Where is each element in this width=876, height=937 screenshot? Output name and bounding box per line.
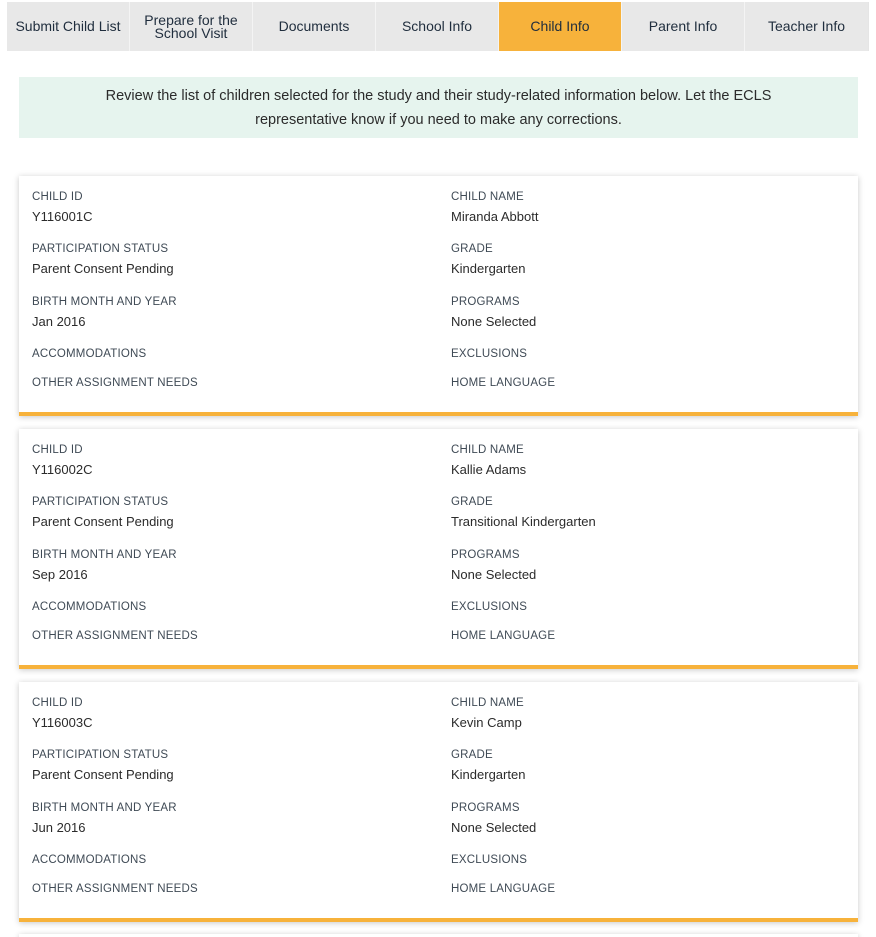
- child-name-value: Kallie Adams: [451, 462, 527, 477]
- programs-field: [451, 296, 536, 329]
- tab-label: Submit Child List: [15, 18, 121, 34]
- child-id-field: [32, 697, 92, 730]
- other-needs-field: [32, 883, 198, 895]
- grade-field: [451, 496, 596, 529]
- tab-teacher-info[interactable]: [745, 2, 868, 51]
- child-name-field: [451, 444, 526, 477]
- child-name-label: CHILD NAME: [451, 697, 524, 709]
- grade-value: Kindergarten: [451, 261, 526, 276]
- child-card: [19, 176, 858, 416]
- programs-label: PROGRAMS: [451, 549, 520, 561]
- programs-value: None Selected: [451, 567, 537, 582]
- participation-status-field: [32, 496, 174, 529]
- accommodations-field: [32, 348, 146, 360]
- home-language-label: HOME LANGUAGE: [451, 377, 556, 389]
- grade-field: [451, 749, 525, 782]
- other-needs-label: OTHER ASSIGNMENT NEEDS: [32, 377, 198, 389]
- programs-label: PROGRAMS: [451, 802, 520, 814]
- accommodations-label: ACCOMMODATIONS: [32, 854, 147, 866]
- other-needs-label: OTHER ASSIGNMENT NEEDS: [32, 630, 198, 642]
- child-id-label: CHILD ID: [32, 191, 83, 203]
- child-id-value: Y116002C: [32, 462, 93, 477]
- programs-value: None Selected: [451, 314, 537, 329]
- accommodations-field: [32, 854, 146, 866]
- other-needs-field: [32, 630, 198, 642]
- participation-status-value: Parent Consent Pending: [32, 767, 174, 782]
- programs-field: [451, 549, 536, 582]
- grade-value: Kindergarten: [451, 767, 526, 782]
- exclusions-field: [451, 348, 527, 360]
- participation-status-field: [32, 749, 174, 782]
- participation-status-field: [32, 243, 174, 276]
- birth-label: BIRTH MONTH AND YEAR: [32, 296, 177, 308]
- tab-parent-info[interactable]: [622, 2, 745, 51]
- accommodations-field: [32, 601, 146, 613]
- child-id-value: Y116003C: [32, 715, 93, 730]
- home-language-field: [451, 883, 555, 895]
- child-card: [19, 429, 858, 669]
- grade-value: Transitional Kindergarten: [451, 514, 596, 529]
- accommodations-label: ACCOMMODATIONS: [32, 348, 147, 360]
- child-name-value: Kevin Camp: [451, 715, 522, 730]
- exclusions-field: [451, 854, 527, 866]
- exclusions-label: EXCLUSIONS: [451, 601, 528, 613]
- home-language-field: [451, 630, 555, 642]
- home-language-field: [451, 377, 555, 389]
- child-id-label: CHILD ID: [32, 444, 83, 456]
- tab-school-info[interactable]: [376, 2, 499, 51]
- instructions-banner: [19, 77, 858, 138]
- tab-label: Child Info: [530, 18, 590, 34]
- tab-prepare-school-visit[interactable]: [130, 2, 253, 51]
- child-name-value: Miranda Abbott: [451, 209, 539, 224]
- tab-label: Documents: [278, 18, 350, 34]
- grade-label: GRADE: [451, 496, 493, 508]
- tab-child-info[interactable]: [499, 2, 622, 51]
- participation-status-value: Parent Consent Pending: [32, 261, 174, 276]
- participation-status-label: PARTICIPATION STATUS: [32, 243, 169, 255]
- participation-status-label: PARTICIPATION STATUS: [32, 496, 169, 508]
- home-language-label: HOME LANGUAGE: [451, 883, 556, 895]
- birth-field: [32, 549, 177, 582]
- tab-bar: [7, 2, 869, 51]
- child-name-field: [451, 191, 538, 224]
- home-language-label: HOME LANGUAGE: [451, 630, 556, 642]
- grade-field: [451, 243, 525, 276]
- grade-label: GRADE: [451, 749, 493, 761]
- child-name-field: [451, 697, 524, 730]
- child-id-field: [32, 191, 92, 224]
- other-needs-label: OTHER ASSIGNMENT NEEDS: [32, 883, 198, 895]
- programs-value: None Selected: [451, 820, 537, 835]
- birth-value: Sep 2016: [32, 567, 88, 582]
- exclusions-field: [451, 601, 527, 613]
- birth-label: BIRTH MONTH AND YEAR: [32, 549, 177, 561]
- child-name-label: CHILD NAME: [451, 444, 524, 456]
- other-needs-field: [32, 377, 198, 389]
- child-card: [19, 682, 858, 922]
- grade-label: GRADE: [451, 243, 493, 255]
- child-name-label: CHILD NAME: [451, 191, 524, 203]
- programs-field: [451, 802, 536, 835]
- accommodations-label: ACCOMMODATIONS: [32, 601, 147, 613]
- child-id-label: CHILD ID: [32, 697, 83, 709]
- participation-status-value: Parent Consent Pending: [32, 514, 174, 529]
- birth-label: BIRTH MONTH AND YEAR: [32, 802, 177, 814]
- exclusions-label: EXCLUSIONS: [451, 854, 528, 866]
- birth-value: Jun 2016: [32, 820, 86, 835]
- tab-submit-child-list[interactable]: [7, 2, 130, 51]
- exclusions-label: EXCLUSIONS: [451, 348, 528, 360]
- birth-value: Jan 2016: [32, 314, 86, 329]
- tab-label: School Info: [401, 18, 473, 34]
- child-id-field: [32, 444, 92, 477]
- tab-documents[interactable]: [253, 2, 376, 51]
- child-id-value: Y116001C: [32, 209, 93, 224]
- tab-label: Teacher Info: [767, 18, 846, 34]
- birth-field: [32, 802, 177, 835]
- participation-status-label: PARTICIPATION STATUS: [32, 749, 169, 761]
- birth-field: [32, 296, 177, 329]
- tab-label: Prepare for the School Visit: [144, 11, 238, 41]
- programs-label: PROGRAMS: [451, 296, 520, 308]
- instructions-text: Review the list of children selected for the study and their study-related information below. Let the ECLS representative know if you need to make any corrections.: [105, 87, 772, 128]
- tab-label: Parent Info: [648, 18, 718, 34]
